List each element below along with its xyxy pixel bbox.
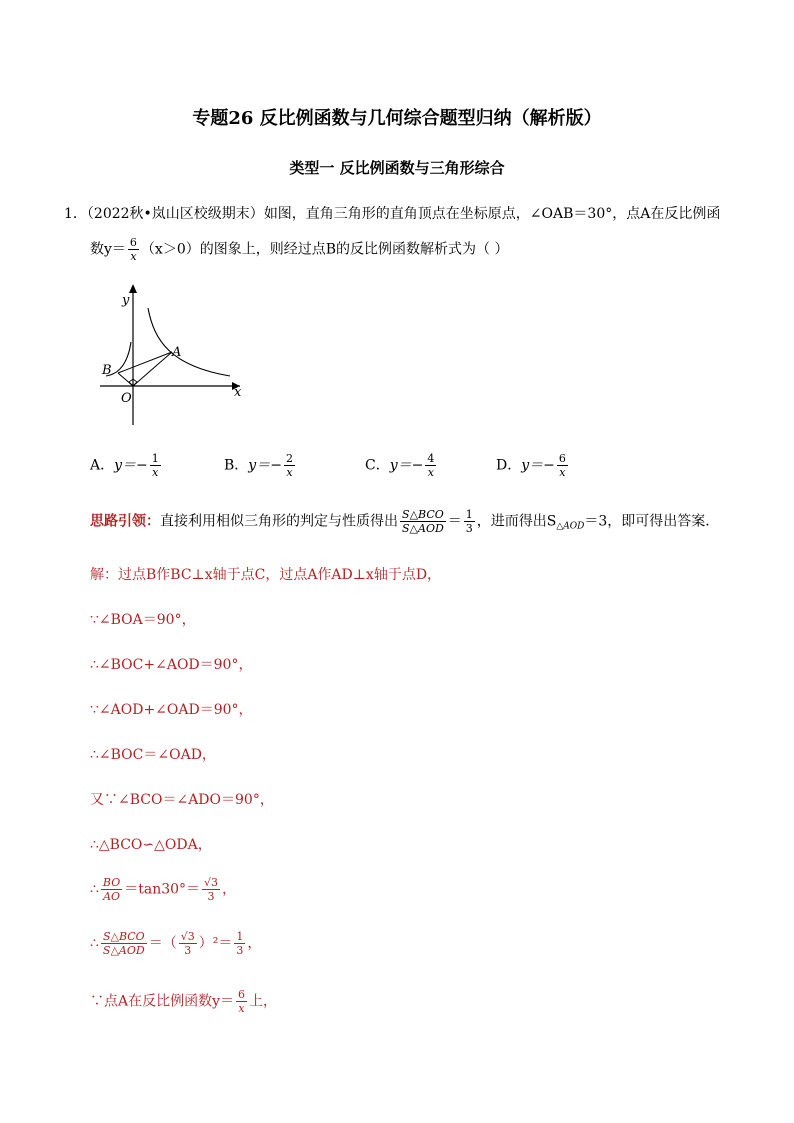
area-ratio-fraction (101, 930, 147, 957)
ratio-fraction (101, 876, 122, 903)
fraction-numerator: 4 (427, 452, 435, 465)
sqrt-fraction (179, 930, 197, 957)
option-letter: C． (365, 457, 390, 474)
hint-subscript: △AOD (556, 521, 585, 532)
option-letter: B． (224, 457, 249, 474)
solution-line-6: 又∵∠BCO＝∠ADO＝90°， (90, 792, 274, 808)
question-source: （2022秋•岚山区校级期末） (86, 206, 264, 222)
question-text-2-post: （x＞0）的图象上，则经过点B的反比例函数解析式为（ ） (140, 241, 509, 258)
hint-label: 思路引领： (90, 513, 160, 530)
hint-line (90, 508, 719, 535)
label-O: O (121, 391, 132, 406)
hint-value-fraction (464, 508, 475, 535)
fraction-denominator: x (286, 466, 293, 479)
fraction-denominator: S△AOD (102, 944, 145, 957)
fraction-denominator: x (130, 250, 137, 263)
line-mid: ＝tan30°＝ (124, 881, 201, 898)
solution-line-8 (90, 876, 236, 903)
fraction-numerator: 6 (238, 988, 246, 1001)
option-a[interactable] (90, 452, 163, 479)
option-expr: y＝− (248, 457, 282, 474)
option-fraction (425, 452, 436, 479)
page-title: 专题26 反比例函数与几何综合题型归纳（解析版） (192, 108, 602, 129)
fraction-denominator: x (427, 466, 434, 479)
solution-line-1: 解：过点B作BC⊥x轴于点C，过点A作AD⊥x轴于点D， (90, 567, 442, 583)
option-expr: y＝− (389, 457, 424, 474)
fraction-numerator: √3 (204, 876, 219, 889)
line-mid-2: ）²＝ (198, 935, 233, 952)
line-prefix: ∵点A在反比例函数y＝ (90, 993, 235, 1010)
segment-OA (133, 352, 172, 386)
fraction-denominator: 3 (184, 944, 192, 957)
fraction-denominator: 3 (207, 890, 215, 903)
fraction-denominator: 3 (465, 522, 473, 535)
fraction-denominator: S△AOD (402, 522, 444, 535)
result-fraction (234, 930, 245, 957)
label-A: A (172, 345, 182, 360)
question-line-2 (90, 236, 508, 263)
fraction-numerator: 2 (285, 452, 293, 465)
segment-AB (118, 352, 172, 373)
option-fraction (150, 452, 161, 479)
fraction-numerator: 1 (465, 508, 473, 521)
hint-area-fraction (400, 508, 446, 535)
fraction-denominator: 3 (236, 944, 244, 957)
label-y: y (122, 293, 130, 308)
fraction-numerator: 1 (236, 930, 244, 943)
line-suffix: ， (222, 881, 237, 898)
line-mid: ＝（ (148, 935, 177, 952)
hint-text-pre: 直接利用相似三角形的判定与性质得出 (160, 513, 398, 530)
fraction-denominator: x (238, 1002, 245, 1015)
hint-equals: ＝ (447, 513, 462, 530)
fraction-numerator: S△BCO (102, 930, 145, 943)
question-text-1: 如图，直角三角形的直角顶点在坐标原点，∠OAB＝30°，点A在反比例函 (263, 206, 721, 222)
question-fraction (128, 236, 139, 263)
solution-line-7: ∴△BCO∽△ODA， (90, 837, 212, 853)
solution-line-3: ∴∠BOC+∠AOD＝90°， (90, 657, 253, 673)
label-B: B (102, 363, 112, 378)
line-prefix: ∴ (90, 935, 99, 952)
line-suffix: ， (247, 935, 262, 952)
fraction-numerator: 6 (558, 452, 566, 465)
hyperbola-right (148, 308, 230, 376)
question-line-1 (64, 203, 720, 223)
coordinate-figure (90, 280, 260, 430)
line-suffix: 上， (249, 993, 278, 1010)
hint-text-post: ＝3，即可得出答案． (584, 513, 720, 530)
option-d[interactable] (496, 452, 570, 479)
question-text-2-pre: 数y＝ (90, 241, 126, 258)
option-letter: D． (496, 457, 522, 474)
fraction-numerator: √3 (180, 930, 195, 943)
option-expr: y＝− (521, 457, 555, 474)
question-number: 1． (64, 206, 87, 222)
solution-line-10 (90, 988, 277, 1015)
solution-line-2: ∵∠BOA＝90°， (90, 612, 196, 628)
fraction-denominator: AO (103, 890, 121, 903)
option-c[interactable] (365, 452, 438, 479)
option-expr: y＝− (114, 457, 148, 474)
option-fraction (284, 452, 295, 479)
y-axis-arrow (129, 284, 137, 293)
fraction-numerator: 6 (129, 236, 137, 249)
hint-text-mid: ，进而得出S (476, 513, 557, 530)
option-letter: A． (90, 457, 115, 474)
fraction-denominator: x (152, 466, 159, 479)
solution-line-5: ∴∠BOC＝∠OAD， (90, 747, 216, 763)
fraction-numerator: 1 (151, 452, 159, 465)
solution-line-4: ∵∠AOD+∠OAD＝90°， (90, 702, 253, 718)
solution-line-9 (90, 930, 261, 957)
option-fraction (557, 452, 568, 479)
line-prefix: ∴ (90, 881, 99, 898)
fraction-numerator: BO (102, 876, 121, 889)
function-fraction (236, 988, 247, 1015)
value-fraction (202, 876, 220, 903)
fraction-numerator: S△BCO (402, 508, 444, 521)
fraction-denominator: x (559, 466, 566, 479)
option-b[interactable] (224, 452, 297, 479)
section-subtitle: 类型一 反比例函数与三角形综合 (289, 159, 505, 177)
label-x: x (234, 385, 242, 400)
